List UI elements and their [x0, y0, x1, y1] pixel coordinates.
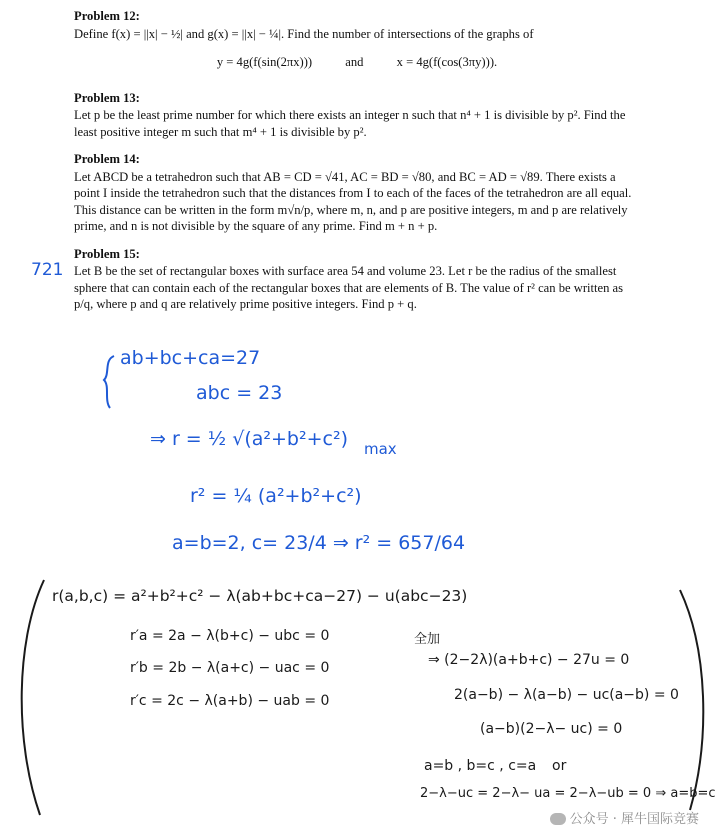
equation-and: and — [345, 55, 364, 69]
equation-right: x = 4g(f(cos(3πy))). — [396, 55, 498, 69]
note-volume: abc = 23 — [196, 382, 283, 404]
note-partial-b: r′b = 2b − λ(a+c) − uac = 0 — [130, 660, 330, 676]
equation-left: y = 4g(f(sin(2πx))) — [216, 55, 313, 69]
note-radius-squared: r² = ¼ (a²+b²+c²) — [190, 485, 362, 507]
watermark — [550, 808, 699, 827]
note-factored-equation: (a−b)(2−λ− uc) = 0 — [480, 721, 623, 737]
problem-13-text: Let p be the least prime number for which there exists an integer n such that n⁴ + 1 is divisible by p². Find the least positive integer m such that m⁴ + 1 is divisible by p². — [74, 108, 626, 139]
problem-15-heading: Problem 15: — [74, 246, 140, 261]
problem-14-text: Let ABCD be a tetrahedron such that AB = CD = √41, AC = BD = √80, and BC = AD = √89. There exists a point I inside the tetrahedron such that the distances from I to each of the faces of the tetrahedron are all equal. This distance can be written in the form m√n/p, where m, n, and p are positive integers, m and p are relatively prime, and n is not divisible by the square of any prime. Find m + n + p. — [74, 169, 632, 233]
note-sum-label: 全加 — [414, 632, 441, 647]
note-sum-equation: ⇒ (2−2λ)(a+b+c) − 27u = 0 — [428, 652, 630, 668]
note-radius-formula: ⇒ r = ½ √(a²+b²+c²) — [150, 428, 348, 450]
watermark-text: 公众号 · 犀牛国际竞赛 — [569, 812, 699, 827]
note-answer: a=b=2, c= 23/4 ⇒ r² = 657/64 — [172, 532, 466, 554]
problem-12-heading: Problem 12: — [74, 9, 140, 23]
problem-14-heading: Problem 14: — [74, 152, 140, 166]
note-conclusion: 2−λ−uc = 2−λ− ua = 2−λ−ub = 0 ⇒ a=b=c — [420, 786, 716, 801]
note-surface-area: ab+bc+ca=27 — [120, 347, 261, 369]
problem-15-text: Let B be the set of rectangular boxes with surface area 54 and volume 23. Let r be the radius of the smallest sphere that can contain each of the rectangular boxes that are elements of B. The value of r² can be written as p/q, where p and q are relatively prime positive integers. Find p + q. — [74, 264, 624, 311]
note-difference-equation: 2(a−b) − λ(a−b) − uc(a−b) = 0 — [454, 687, 679, 703]
wechat-icon — [550, 813, 566, 825]
note-max: max — [364, 440, 397, 458]
note-lagrangian: r(a,b,c) = a²+b²+c² − λ(ab+bc+ca−27) − u(abc−23) — [52, 587, 468, 605]
problem-13-heading: Problem 13: — [74, 90, 140, 105]
note-partial-a: r′a = 2a − λ(b+c) − ubc = 0 — [130, 628, 330, 644]
margin-number: 721 — [31, 260, 64, 280]
note-partial-c: r′c = 2c − λ(a+b) − uab = 0 — [130, 693, 330, 709]
note-or: or — [552, 758, 567, 774]
problem-12-text: Define f(x) = ||x| − ½| and g(x) = ||x| − ¼|. Find the number of intersections of the graphs of — [74, 26, 534, 41]
note-cases: a=b , b=c , c=a — [424, 758, 537, 774]
